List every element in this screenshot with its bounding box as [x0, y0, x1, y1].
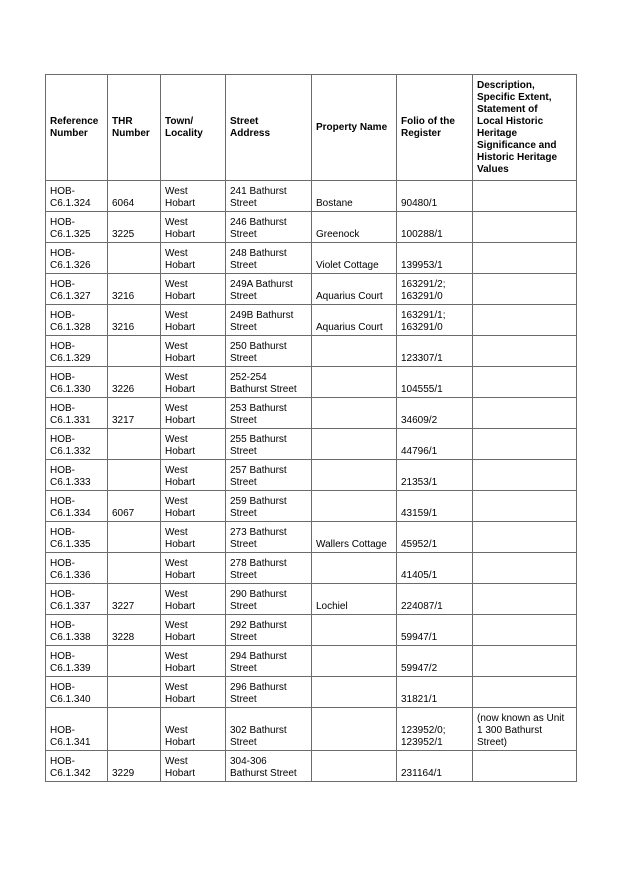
table-row	[46, 677, 577, 708]
cell-street-address	[226, 615, 312, 646]
table-row	[46, 398, 577, 429]
cell-town-locality	[161, 274, 226, 305]
cell-reference-number-text: HOB- C6.1.330	[50, 372, 91, 395]
cell-street-address	[226, 460, 312, 491]
cell-town-locality	[161, 708, 226, 751]
header-folio: Folio of the Register	[397, 75, 473, 181]
cell-folio	[397, 677, 473, 708]
cell-property-name	[312, 429, 397, 460]
cell-folio-text: 59947/1	[401, 632, 438, 643]
table-row	[46, 181, 577, 212]
cell-reference-number	[46, 181, 108, 212]
table-row	[46, 522, 577, 553]
cell-street-address-text: 253 Bathurst Street	[230, 403, 287, 426]
cell-folio-text: 139953/1	[401, 260, 443, 271]
table-row	[46, 305, 577, 336]
cell-reference-number-text: HOB- C6.1.338	[50, 620, 91, 643]
cell-reference-number-text: HOB- C6.1.327	[50, 279, 91, 302]
cell-street-address-text: 296 Bathurst Street	[230, 682, 287, 705]
cell-thr-number-text: 6064	[112, 198, 135, 209]
cell-street-address-text: 302 Bathurst Street	[230, 725, 287, 748]
cell-folio-text: 231164/1	[401, 768, 442, 779]
cell-folio	[397, 181, 473, 212]
cell-description	[473, 212, 577, 243]
table-row	[46, 429, 577, 460]
cell-property-name	[312, 336, 397, 367]
table-row	[46, 491, 577, 522]
cell-street-address-text: 255 Bathurst Street	[230, 434, 287, 457]
cell-property-name	[312, 460, 397, 491]
cell-reference-number	[46, 708, 108, 751]
cell-property-name-text: Aquarius Court	[316, 322, 383, 333]
cell-reference-number-text: HOB- C6.1.339	[50, 651, 91, 674]
cell-street-address	[226, 708, 312, 751]
cell-town-locality-text: West Hobart	[165, 756, 196, 779]
cell-street-address	[226, 274, 312, 305]
cell-reference-number-text: HOB- C6.1.332	[50, 434, 91, 457]
cell-description	[473, 553, 577, 584]
cell-thr-number	[108, 553, 161, 584]
cell-property-name-text: Bostane	[316, 198, 353, 209]
cell-folio	[397, 751, 473, 782]
cell-property-name	[312, 212, 397, 243]
cell-reference-number	[46, 336, 108, 367]
cell-description	[473, 429, 577, 460]
cell-thr-number	[108, 646, 161, 677]
table-row	[46, 646, 577, 677]
cell-street-address-text: 248 Bathurst Street	[230, 248, 287, 271]
cell-description	[473, 367, 577, 398]
cell-reference-number-text: HOB- C6.1.333	[50, 465, 91, 488]
cell-reference-number	[46, 305, 108, 336]
cell-town-locality	[161, 429, 226, 460]
cell-folio	[397, 553, 473, 584]
cell-street-address-text: 278 Bathurst Street	[230, 558, 287, 581]
cell-street-address	[226, 367, 312, 398]
cell-thr-number	[108, 460, 161, 491]
cell-reference-number	[46, 646, 108, 677]
cell-reference-number	[46, 460, 108, 491]
cell-thr-number-text: 3225	[112, 229, 135, 240]
cell-folio	[397, 367, 473, 398]
cell-reference-number	[46, 398, 108, 429]
table-row	[46, 553, 577, 584]
cell-folio-text: 31821/1	[401, 694, 438, 705]
cell-property-name-text: Wallers Cottage	[316, 539, 387, 550]
cell-description	[473, 305, 577, 336]
cell-property-name-text: Violet Cottage	[316, 260, 379, 271]
table-row	[46, 460, 577, 491]
header-property-name: Property Name	[312, 75, 397, 181]
cell-folio	[397, 243, 473, 274]
header-town-locality: Town/ Locality	[161, 75, 226, 181]
cell-reference-number-text: HOB- C6.1.337	[50, 589, 91, 612]
cell-street-address	[226, 751, 312, 782]
cell-property-name	[312, 646, 397, 677]
cell-town-locality	[161, 212, 226, 243]
table-row	[46, 243, 577, 274]
cell-town-locality-text: West Hobart	[165, 341, 196, 364]
cell-description	[473, 584, 577, 615]
cell-folio-text: 41405/1	[401, 570, 438, 581]
cell-town-locality	[161, 336, 226, 367]
table-row	[46, 212, 577, 243]
cell-reference-number	[46, 367, 108, 398]
cell-reference-number	[46, 751, 108, 782]
cell-reference-number-text: HOB- C6.1.341	[50, 725, 91, 748]
cell-street-address-text: 290 Bathurst Street	[230, 589, 287, 612]
cell-folio	[397, 522, 473, 553]
cell-thr-number-text: 3217	[112, 415, 135, 426]
cell-property-name	[312, 274, 397, 305]
cell-town-locality-text: West Hobart	[165, 217, 196, 240]
cell-reference-number	[46, 615, 108, 646]
cell-description	[473, 181, 577, 212]
table-row	[46, 584, 577, 615]
cell-description	[473, 751, 577, 782]
cell-thr-number	[108, 212, 161, 243]
cell-street-address	[226, 243, 312, 274]
cell-description	[473, 274, 577, 305]
cell-reference-number	[46, 274, 108, 305]
cell-street-address	[226, 305, 312, 336]
cell-folio-text: 21353/1	[401, 477, 438, 488]
cell-folio-text: 34609/2	[401, 415, 438, 426]
cell-street-address	[226, 181, 312, 212]
cell-property-name	[312, 243, 397, 274]
cell-street-address	[226, 398, 312, 429]
cell-town-locality-text: West Hobart	[165, 310, 196, 333]
cell-reference-number-text: HOB- C6.1.342	[50, 756, 91, 779]
cell-street-address-text: 249A Bathurst Street	[230, 279, 293, 302]
cell-folio-text: 100288/1	[401, 229, 443, 240]
cell-town-locality	[161, 305, 226, 336]
cell-thr-number	[108, 243, 161, 274]
header-reference-number: Reference Number	[46, 75, 108, 181]
cell-description	[473, 398, 577, 429]
cell-street-address-text: 259 Bathurst Street	[230, 496, 287, 519]
cell-folio	[397, 212, 473, 243]
cell-street-address-text: 250 Bathurst Street	[230, 341, 287, 364]
cell-reference-number	[46, 522, 108, 553]
cell-description	[473, 708, 577, 751]
cell-description	[473, 522, 577, 553]
heritage-register-table	[45, 74, 577, 782]
table-row	[46, 751, 577, 782]
cell-street-address	[226, 522, 312, 553]
cell-street-address	[226, 491, 312, 522]
cell-thr-number	[108, 336, 161, 367]
cell-town-locality-text: West Hobart	[165, 465, 196, 488]
cell-thr-number	[108, 708, 161, 751]
cell-town-locality-text: West Hobart	[165, 434, 196, 457]
cell-town-locality	[161, 677, 226, 708]
cell-thr-number-text: 3229	[112, 768, 135, 779]
header-description: Description, Specific Extent, Statement of Local Historic Heritage Significance and Historic Heritage Values	[473, 75, 577, 181]
cell-folio	[397, 584, 473, 615]
cell-town-locality	[161, 181, 226, 212]
cell-reference-number-text: HOB- C6.1.328	[50, 310, 91, 333]
cell-description	[473, 491, 577, 522]
cell-property-name	[312, 751, 397, 782]
table-row	[46, 336, 577, 367]
cell-reference-number	[46, 429, 108, 460]
cell-description	[473, 336, 577, 367]
cell-property-name-text: Greenock	[316, 229, 360, 240]
table-row	[46, 708, 577, 751]
cell-property-name	[312, 615, 397, 646]
cell-description	[473, 243, 577, 274]
cell-town-locality-text: West Hobart	[165, 186, 196, 209]
cell-thr-number	[108, 751, 161, 782]
header-thr-number: THR Number	[108, 75, 161, 181]
cell-folio	[397, 305, 473, 336]
cell-property-name	[312, 398, 397, 429]
cell-property-name	[312, 181, 397, 212]
cell-folio	[397, 708, 473, 751]
cell-folio-text: 59947/2	[401, 663, 438, 674]
cell-folio	[397, 398, 473, 429]
cell-description	[473, 460, 577, 491]
cell-description	[473, 677, 577, 708]
table-row	[46, 367, 577, 398]
cell-street-address	[226, 553, 312, 584]
cell-folio-text: 123952/0; 123952/1	[401, 725, 446, 748]
cell-thr-number-text: 3227	[112, 601, 135, 612]
cell-town-locality-text: West Hobart	[165, 725, 196, 748]
cell-thr-number	[108, 398, 161, 429]
cell-property-name	[312, 584, 397, 615]
cell-street-address-text: 246 Bathurst Street	[230, 217, 287, 240]
cell-folio-text: 163291/1; 163291/0	[401, 310, 446, 333]
cell-folio-text: 45952/1	[401, 539, 438, 550]
cell-reference-number-text: HOB- C6.1.329	[50, 341, 91, 364]
cell-street-address-text: 249B Bathurst Street	[230, 310, 294, 333]
cell-thr-number	[108, 491, 161, 522]
cell-town-locality-text: West Hobart	[165, 372, 196, 395]
cell-folio	[397, 615, 473, 646]
cell-reference-number	[46, 243, 108, 274]
cell-reference-number-text: HOB- C6.1.325	[50, 217, 91, 240]
cell-property-name	[312, 491, 397, 522]
cell-street-address-text: 304-306 Bathurst Street	[230, 756, 297, 779]
cell-thr-number-text: 3216	[112, 322, 135, 333]
cell-street-address-text: 257 Bathurst Street	[230, 465, 287, 488]
cell-town-locality	[161, 398, 226, 429]
cell-town-locality	[161, 553, 226, 584]
cell-reference-number-text: HOB- C6.1.340	[50, 682, 91, 705]
cell-reference-number	[46, 491, 108, 522]
cell-street-address	[226, 429, 312, 460]
cell-street-address-text: 252-254 Bathurst Street	[230, 372, 297, 395]
cell-property-name	[312, 677, 397, 708]
cell-town-locality	[161, 646, 226, 677]
cell-street-address-text: 241 Bathurst Street	[230, 186, 287, 209]
cell-property-name	[312, 305, 397, 336]
table-body	[46, 181, 577, 782]
cell-folio	[397, 336, 473, 367]
cell-town-locality	[161, 751, 226, 782]
cell-reference-number-text: HOB- C6.1.334	[50, 496, 91, 519]
cell-property-name	[312, 708, 397, 751]
cell-town-locality-text: West Hobart	[165, 279, 196, 302]
cell-street-address-text: 294 Bathurst Street	[230, 651, 287, 674]
cell-town-locality	[161, 522, 226, 553]
cell-thr-number-text: 3228	[112, 632, 135, 643]
cell-town-locality-text: West Hobart	[165, 496, 196, 519]
cell-folio	[397, 274, 473, 305]
cell-property-name	[312, 367, 397, 398]
cell-town-locality	[161, 615, 226, 646]
cell-town-locality	[161, 491, 226, 522]
cell-thr-number	[108, 274, 161, 305]
cell-street-address-text: 273 Bathurst Street	[230, 527, 287, 550]
cell-town-locality	[161, 243, 226, 274]
cell-town-locality-text: West Hobart	[165, 403, 196, 426]
header-street-address: Street Address	[226, 75, 312, 181]
cell-thr-number	[108, 181, 161, 212]
cell-reference-number-text: HOB- C6.1.324	[50, 186, 91, 209]
cell-town-locality-text: West Hobart	[165, 620, 196, 643]
cell-thr-number	[108, 305, 161, 336]
cell-town-locality-text: West Hobart	[165, 589, 196, 612]
cell-thr-number	[108, 615, 161, 646]
cell-folio-text: 224087/1	[401, 601, 443, 612]
cell-reference-number-text: HOB- C6.1.331	[50, 403, 91, 426]
cell-town-locality-text: West Hobart	[165, 558, 196, 581]
cell-town-locality	[161, 367, 226, 398]
cell-folio-text: 44796/1	[401, 446, 438, 457]
cell-town-locality	[161, 584, 226, 615]
cell-folio	[397, 429, 473, 460]
cell-street-address	[226, 646, 312, 677]
cell-reference-number-text: HOB- C6.1.326	[50, 248, 91, 271]
cell-town-locality-text: West Hobart	[165, 682, 196, 705]
cell-description-text: (now known as Unit 1 300 Bathurst Street)	[477, 713, 565, 748]
cell-description	[473, 615, 577, 646]
cell-thr-number	[108, 584, 161, 615]
cell-folio-text: 90480/1	[401, 198, 438, 209]
cell-reference-number	[46, 677, 108, 708]
cell-property-name	[312, 553, 397, 584]
cell-folio-text: 163291/2; 163291/0	[401, 279, 446, 302]
cell-folio-text: 43159/1	[401, 508, 438, 519]
cell-reference-number-text: HOB- C6.1.335	[50, 527, 91, 550]
cell-town-locality	[161, 460, 226, 491]
cell-street-address	[226, 677, 312, 708]
cell-thr-number	[108, 367, 161, 398]
cell-description	[473, 646, 577, 677]
cell-reference-number-text: HOB- C6.1.336	[50, 558, 91, 581]
table-header-row	[46, 75, 577, 181]
cell-street-address	[226, 336, 312, 367]
cell-reference-number	[46, 584, 108, 615]
cell-reference-number	[46, 212, 108, 243]
cell-thr-number	[108, 522, 161, 553]
cell-property-name	[312, 522, 397, 553]
cell-thr-number-text: 3226	[112, 384, 135, 395]
cell-folio-text: 104555/1	[401, 384, 443, 395]
cell-folio	[397, 491, 473, 522]
cell-street-address-text: 292 Bathurst Street	[230, 620, 287, 643]
cell-thr-number	[108, 429, 161, 460]
cell-thr-number-text: 6067	[112, 508, 135, 519]
cell-street-address	[226, 584, 312, 615]
cell-property-name-text: Lochiel	[316, 601, 348, 612]
cell-thr-number-text: 3216	[112, 291, 135, 302]
cell-street-address	[226, 212, 312, 243]
table-row	[46, 615, 577, 646]
cell-town-locality-text: West Hobart	[165, 248, 196, 271]
cell-folio	[397, 646, 473, 677]
cell-thr-number	[108, 677, 161, 708]
cell-folio-text: 123307/1	[401, 353, 443, 364]
cell-town-locality-text: West Hobart	[165, 651, 196, 674]
cell-folio	[397, 460, 473, 491]
table-row	[46, 274, 577, 305]
cell-reference-number	[46, 553, 108, 584]
cell-property-name-text: Aquarius Court	[316, 291, 383, 302]
cell-town-locality-text: West Hobart	[165, 527, 196, 550]
